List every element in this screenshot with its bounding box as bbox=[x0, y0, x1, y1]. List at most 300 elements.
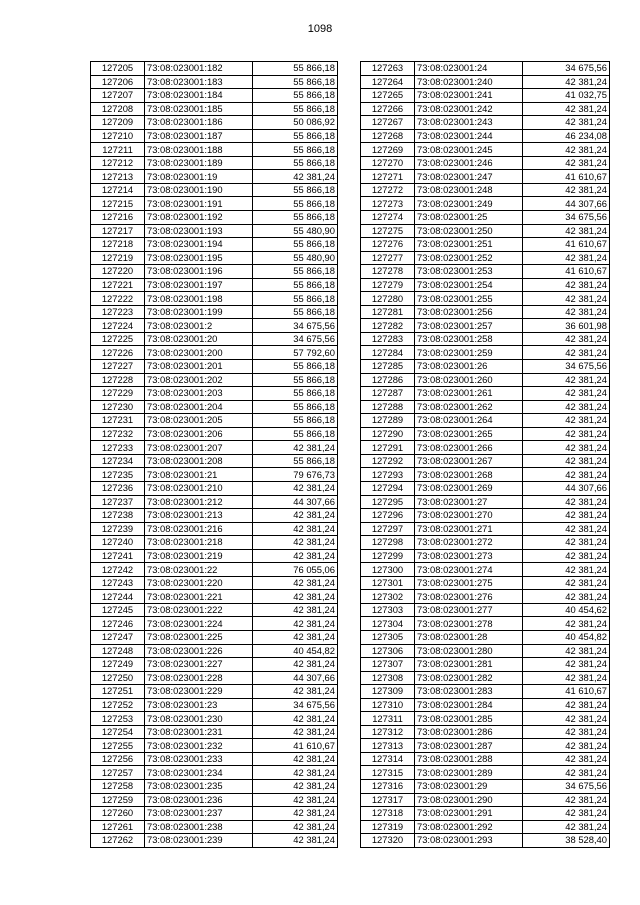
cadastral-value: 42 381,24 bbox=[253, 685, 338, 699]
cadastral-number: 73:08:023001:19 bbox=[145, 170, 253, 184]
row-number: 127270 bbox=[361, 156, 415, 170]
cadastral-value: 42 381,24 bbox=[523, 820, 610, 834]
row-number: 127220 bbox=[91, 265, 145, 279]
cadastral-value: 79 676,73 bbox=[253, 468, 338, 482]
table-row bbox=[91, 712, 338, 726]
table-row bbox=[91, 332, 338, 346]
cadastral-value: 55 866,18 bbox=[253, 292, 338, 306]
cadastral-value: 42 381,24 bbox=[253, 766, 338, 780]
row-number: 127314 bbox=[361, 752, 415, 766]
cadastral-number: 73:08:023001:265 bbox=[415, 427, 523, 441]
cadastral-number: 73:08:023001:292 bbox=[415, 820, 523, 834]
row-number: 127218 bbox=[91, 238, 145, 252]
row-number: 127250 bbox=[91, 671, 145, 685]
cadastral-value: 42 381,24 bbox=[253, 725, 338, 739]
cadastral-number: 73:08:023001:244 bbox=[415, 129, 523, 143]
row-number: 127287 bbox=[361, 387, 415, 401]
cadastral-value: 41 610,67 bbox=[253, 739, 338, 753]
row-number: 127307 bbox=[361, 658, 415, 672]
row-number: 127212 bbox=[91, 156, 145, 170]
cadastral-value: 41 610,67 bbox=[523, 685, 610, 699]
table-row bbox=[91, 766, 338, 780]
cadastral-number: 73:08:023001:278 bbox=[415, 617, 523, 631]
table-row bbox=[91, 292, 338, 306]
row-number: 127245 bbox=[91, 603, 145, 617]
table-row bbox=[361, 427, 610, 441]
cadastral-number: 73:08:023001:261 bbox=[415, 387, 523, 401]
cadastral-value: 42 381,24 bbox=[523, 427, 610, 441]
cadastral-value: 42 381,24 bbox=[523, 251, 610, 265]
row-number: 127283 bbox=[361, 332, 415, 346]
cadastral-number: 73:08:023001:197 bbox=[145, 278, 253, 292]
cadastral-value: 34 675,56 bbox=[523, 62, 610, 76]
table-row bbox=[361, 346, 610, 360]
cadastral-number: 73:08:023001:206 bbox=[145, 427, 253, 441]
cadastral-value: 55 866,18 bbox=[253, 143, 338, 157]
cadastral-value: 42 381,24 bbox=[523, 454, 610, 468]
cadastral-number: 73:08:023001:272 bbox=[415, 536, 523, 550]
cadastral-number: 73:08:023001:286 bbox=[415, 725, 523, 739]
table-row bbox=[91, 752, 338, 766]
cadastral-number: 73:08:023001:205 bbox=[145, 414, 253, 428]
cadastral-value: 44 307,66 bbox=[253, 671, 338, 685]
row-number: 127279 bbox=[361, 278, 415, 292]
cadastral-value: 42 381,24 bbox=[523, 414, 610, 428]
table-row bbox=[361, 278, 610, 292]
table-row bbox=[361, 509, 610, 523]
row-number: 127229 bbox=[91, 387, 145, 401]
table-row bbox=[91, 671, 338, 685]
row-number: 127254 bbox=[91, 725, 145, 739]
cadastral-value: 42 381,24 bbox=[523, 807, 610, 821]
table-row bbox=[361, 468, 610, 482]
cadastral-number: 73:08:023001:22 bbox=[145, 563, 253, 577]
table-row bbox=[91, 536, 338, 550]
table-row bbox=[91, 793, 338, 807]
cadastral-value: 42 381,24 bbox=[523, 441, 610, 455]
table-row bbox=[361, 834, 610, 848]
row-number: 127222 bbox=[91, 292, 145, 306]
cadastral-number: 73:08:023001:233 bbox=[145, 752, 253, 766]
cadastral-number: 73:08:023001:268 bbox=[415, 468, 523, 482]
cadastral-value: 42 381,24 bbox=[523, 766, 610, 780]
cadastral-number: 73:08:023001:281 bbox=[415, 658, 523, 672]
cadastral-number: 73:08:023001:196 bbox=[145, 265, 253, 279]
cadastral-value: 42 381,24 bbox=[523, 102, 610, 116]
cadastral-value: 50 086,92 bbox=[253, 116, 338, 130]
row-number: 127317 bbox=[361, 793, 415, 807]
row-number: 127259 bbox=[91, 793, 145, 807]
row-number: 127233 bbox=[91, 441, 145, 455]
cadastral-number: 73:08:023001:191 bbox=[145, 197, 253, 211]
cadastral-value: 42 381,24 bbox=[523, 658, 610, 672]
cadastral-value: 55 866,18 bbox=[253, 400, 338, 414]
table-row bbox=[91, 509, 338, 523]
table-row bbox=[361, 779, 610, 793]
table-row bbox=[91, 522, 338, 536]
table-row bbox=[361, 373, 610, 387]
table-row bbox=[91, 414, 338, 428]
cadastral-value: 44 307,66 bbox=[523, 197, 610, 211]
cadastral-value: 46 234,08 bbox=[523, 129, 610, 143]
table-row bbox=[91, 563, 338, 577]
cadastral-number: 73:08:023001:238 bbox=[145, 820, 253, 834]
cadastral-number: 73:08:023001:25 bbox=[415, 211, 523, 225]
cadastral-value: 42 381,24 bbox=[253, 752, 338, 766]
row-number: 127312 bbox=[361, 725, 415, 739]
table-row bbox=[91, 820, 338, 834]
row-number: 127227 bbox=[91, 360, 145, 374]
row-number: 127247 bbox=[91, 630, 145, 644]
cadastral-number: 73:08:023001:193 bbox=[145, 224, 253, 238]
row-number: 127289 bbox=[361, 414, 415, 428]
row-number: 127214 bbox=[91, 183, 145, 197]
row-number: 127244 bbox=[91, 590, 145, 604]
table-row bbox=[361, 671, 610, 685]
cadastral-number: 73:08:023001:287 bbox=[415, 739, 523, 753]
table-row bbox=[91, 590, 338, 604]
table-row bbox=[91, 698, 338, 712]
cadastral-number: 73:08:023001:256 bbox=[415, 305, 523, 319]
row-number: 127311 bbox=[361, 712, 415, 726]
row-number: 127293 bbox=[361, 468, 415, 482]
row-number: 127213 bbox=[91, 170, 145, 184]
table-row bbox=[91, 224, 338, 238]
cadastral-number: 73:08:023001:275 bbox=[415, 576, 523, 590]
table-row bbox=[91, 427, 338, 441]
cadastral-number: 73:08:023001:195 bbox=[145, 251, 253, 265]
cadastral-value: 42 381,24 bbox=[253, 509, 338, 523]
table-row bbox=[361, 441, 610, 455]
table-row bbox=[361, 251, 610, 265]
row-number: 127306 bbox=[361, 644, 415, 658]
cadastral-value: 42 381,24 bbox=[253, 820, 338, 834]
page-number: 1098 bbox=[307, 23, 333, 35]
row-number: 127253 bbox=[91, 712, 145, 726]
cadastral-value: 55 480,90 bbox=[253, 251, 338, 265]
row-number: 127264 bbox=[361, 75, 415, 89]
table-row bbox=[91, 387, 338, 401]
cadastral-number: 73:08:023001:249 bbox=[415, 197, 523, 211]
cadastral-number: 73:08:023001:224 bbox=[145, 617, 253, 631]
cadastral-value: 55 866,18 bbox=[253, 62, 338, 76]
table-row bbox=[361, 685, 610, 699]
right-register-body bbox=[361, 62, 610, 848]
row-number: 127230 bbox=[91, 400, 145, 414]
row-number: 127243 bbox=[91, 576, 145, 590]
cadastral-value: 42 381,24 bbox=[523, 373, 610, 387]
row-number: 127242 bbox=[91, 563, 145, 577]
cadastral-value: 44 307,66 bbox=[523, 481, 610, 495]
cadastral-number: 73:08:023001:184 bbox=[145, 89, 253, 103]
cadastral-value: 42 381,24 bbox=[523, 617, 610, 631]
table-row bbox=[91, 346, 338, 360]
cadastral-value: 42 381,24 bbox=[253, 481, 338, 495]
row-number: 127296 bbox=[361, 509, 415, 523]
table-row bbox=[361, 793, 610, 807]
table-row bbox=[361, 89, 610, 103]
row-number: 127216 bbox=[91, 211, 145, 225]
cadastral-value: 42 381,24 bbox=[523, 671, 610, 685]
cadastral-value: 42 381,24 bbox=[523, 495, 610, 509]
table-row bbox=[361, 156, 610, 170]
cadastral-number: 73:08:023001:210 bbox=[145, 481, 253, 495]
cadastral-value: 42 381,24 bbox=[523, 563, 610, 577]
cadastral-number: 73:08:023001:258 bbox=[415, 332, 523, 346]
cadastral-value: 42 381,24 bbox=[523, 400, 610, 414]
table-row bbox=[361, 807, 610, 821]
table-row bbox=[361, 183, 610, 197]
cadastral-number: 73:08:023001:253 bbox=[415, 265, 523, 279]
table-row bbox=[361, 617, 610, 631]
row-number: 127275 bbox=[361, 224, 415, 238]
table-row bbox=[361, 522, 610, 536]
row-number: 127265 bbox=[361, 89, 415, 103]
table-row bbox=[91, 102, 338, 116]
row-number: 127318 bbox=[361, 807, 415, 821]
cadastral-value: 42 381,24 bbox=[523, 644, 610, 658]
row-number: 127262 bbox=[91, 834, 145, 848]
row-number: 127291 bbox=[361, 441, 415, 455]
cadastral-value: 41 610,67 bbox=[523, 238, 610, 252]
cadastral-number: 73:08:023001:183 bbox=[145, 75, 253, 89]
cadastral-number: 73:08:023001:290 bbox=[415, 793, 523, 807]
cadastral-number: 73:08:023001:20 bbox=[145, 332, 253, 346]
cadastral-number: 73:08:023001:254 bbox=[415, 278, 523, 292]
row-number: 127219 bbox=[91, 251, 145, 265]
cadastral-number: 73:08:023001:264 bbox=[415, 414, 523, 428]
cadastral-number: 73:08:023001:204 bbox=[145, 400, 253, 414]
cadastral-number: 73:08:023001:240 bbox=[415, 75, 523, 89]
row-number: 127211 bbox=[91, 143, 145, 157]
cadastral-number: 73:08:023001:271 bbox=[415, 522, 523, 536]
row-number: 127282 bbox=[361, 319, 415, 333]
table-row bbox=[91, 238, 338, 252]
cadastral-number: 73:08:023001:2 bbox=[145, 319, 253, 333]
cadastral-number: 73:08:023001:242 bbox=[415, 102, 523, 116]
cadastral-value: 42 381,24 bbox=[253, 630, 338, 644]
cadastral-number: 73:08:023001:218 bbox=[145, 536, 253, 550]
cadastral-value: 42 381,24 bbox=[523, 346, 610, 360]
row-number: 127226 bbox=[91, 346, 145, 360]
table-row bbox=[91, 549, 338, 563]
cadastral-number: 73:08:023001:262 bbox=[415, 400, 523, 414]
cadastral-value: 40 454,82 bbox=[253, 644, 338, 658]
row-number: 127252 bbox=[91, 698, 145, 712]
row-number: 127258 bbox=[91, 779, 145, 793]
table-row bbox=[361, 603, 610, 617]
row-number: 127263 bbox=[361, 62, 415, 76]
row-number: 127319 bbox=[361, 820, 415, 834]
cadastral-number: 73:08:023001:232 bbox=[145, 739, 253, 753]
cadastral-value: 42 381,24 bbox=[523, 278, 610, 292]
row-number: 127286 bbox=[361, 373, 415, 387]
row-number: 127271 bbox=[361, 170, 415, 184]
cadastral-value: 42 381,24 bbox=[253, 549, 338, 563]
table-row bbox=[361, 102, 610, 116]
cadastral-number: 73:08:023001:247 bbox=[415, 170, 523, 184]
cadastral-number: 73:08:023001:255 bbox=[415, 292, 523, 306]
cadastral-value: 42 381,24 bbox=[523, 509, 610, 523]
cadastral-number: 73:08:023001:198 bbox=[145, 292, 253, 306]
cadastral-value: 42 381,24 bbox=[253, 170, 338, 184]
row-number: 127290 bbox=[361, 427, 415, 441]
cadastral-value: 76 055,06 bbox=[253, 563, 338, 577]
table-row bbox=[361, 62, 610, 76]
table-row bbox=[361, 725, 610, 739]
table-row bbox=[361, 590, 610, 604]
table-row bbox=[91, 62, 338, 76]
table-row bbox=[91, 156, 338, 170]
cadastral-value: 42 381,24 bbox=[253, 793, 338, 807]
cadastral-number: 73:08:023001:207 bbox=[145, 441, 253, 455]
cadastral-number: 73:08:023001:228 bbox=[145, 671, 253, 685]
cadastral-number: 73:08:023001:189 bbox=[145, 156, 253, 170]
cadastral-number: 73:08:023001:229 bbox=[145, 685, 253, 699]
cadastral-value: 55 866,18 bbox=[253, 75, 338, 89]
cadastral-number: 73:08:023001:231 bbox=[145, 725, 253, 739]
row-number: 127269 bbox=[361, 143, 415, 157]
cadastral-number: 73:08:023001:220 bbox=[145, 576, 253, 590]
table-row bbox=[91, 779, 338, 793]
table-row bbox=[361, 658, 610, 672]
row-number: 127297 bbox=[361, 522, 415, 536]
table-row bbox=[91, 834, 338, 848]
cadastral-number: 73:08:023001:234 bbox=[145, 766, 253, 780]
cadastral-number: 73:08:023001:226 bbox=[145, 644, 253, 658]
row-number: 127277 bbox=[361, 251, 415, 265]
row-number: 127231 bbox=[91, 414, 145, 428]
cadastral-number: 73:08:023001:194 bbox=[145, 238, 253, 252]
table-row bbox=[361, 630, 610, 644]
cadastral-value: 42 381,24 bbox=[523, 522, 610, 536]
cadastral-value: 55 866,18 bbox=[253, 102, 338, 116]
row-number: 127251 bbox=[91, 685, 145, 699]
cadastral-number: 73:08:023001:289 bbox=[415, 766, 523, 780]
cadastral-value: 42 381,24 bbox=[253, 576, 338, 590]
table-row bbox=[361, 143, 610, 157]
cadastral-value: 57 792,60 bbox=[253, 346, 338, 360]
row-number: 127288 bbox=[361, 400, 415, 414]
row-number: 127228 bbox=[91, 373, 145, 387]
cadastral-number: 73:08:023001:202 bbox=[145, 373, 253, 387]
cadastral-number: 73:08:023001:251 bbox=[415, 238, 523, 252]
cadastral-value: 42 381,24 bbox=[523, 712, 610, 726]
cadastral-value: 42 381,24 bbox=[253, 441, 338, 455]
table-row bbox=[91, 319, 338, 333]
row-number: 127236 bbox=[91, 481, 145, 495]
cadastral-value: 40 454,82 bbox=[523, 630, 610, 644]
row-number: 127246 bbox=[91, 617, 145, 631]
row-number: 127225 bbox=[91, 332, 145, 346]
row-number: 127221 bbox=[91, 278, 145, 292]
table-row bbox=[361, 211, 610, 225]
table-row bbox=[361, 644, 610, 658]
table-row bbox=[91, 400, 338, 414]
cadastral-value: 42 381,24 bbox=[253, 522, 338, 536]
table-row bbox=[91, 495, 338, 509]
row-number: 127239 bbox=[91, 522, 145, 536]
row-number: 127266 bbox=[361, 102, 415, 116]
row-number: 127301 bbox=[361, 576, 415, 590]
row-number: 127305 bbox=[361, 630, 415, 644]
cadastral-value: 42 381,24 bbox=[523, 590, 610, 604]
cadastral-number: 73:08:023001:237 bbox=[145, 807, 253, 821]
cadastral-value: 55 866,18 bbox=[253, 238, 338, 252]
table-row bbox=[361, 739, 610, 753]
table-row bbox=[361, 454, 610, 468]
cadastral-value: 55 480,90 bbox=[253, 224, 338, 238]
cadastral-number: 73:08:023001:283 bbox=[415, 685, 523, 699]
table-row bbox=[361, 481, 610, 495]
row-number: 127208 bbox=[91, 102, 145, 116]
cadastral-number: 73:08:023001:288 bbox=[415, 752, 523, 766]
table-row bbox=[361, 766, 610, 780]
row-number: 127256 bbox=[91, 752, 145, 766]
table-row bbox=[91, 197, 338, 211]
table-row bbox=[91, 658, 338, 672]
table-row bbox=[361, 305, 610, 319]
cadastral-number: 73:08:023001:267 bbox=[415, 454, 523, 468]
row-number: 127284 bbox=[361, 346, 415, 360]
cadastral-value: 42 381,24 bbox=[253, 590, 338, 604]
row-number: 127272 bbox=[361, 183, 415, 197]
table-row bbox=[91, 685, 338, 699]
cadastral-value: 42 381,24 bbox=[253, 658, 338, 672]
table-row bbox=[361, 400, 610, 414]
cadastral-value: 42 381,24 bbox=[253, 617, 338, 631]
cadastral-number: 73:08:023001:270 bbox=[415, 509, 523, 523]
cadastral-value: 42 381,24 bbox=[523, 224, 610, 238]
row-number: 127249 bbox=[91, 658, 145, 672]
row-number: 127235 bbox=[91, 468, 145, 482]
row-number: 127299 bbox=[361, 549, 415, 563]
cadastral-number: 73:08:023001:219 bbox=[145, 549, 253, 563]
row-number: 127292 bbox=[361, 454, 415, 468]
cadastral-number: 73:08:023001:291 bbox=[415, 807, 523, 821]
row-number: 127223 bbox=[91, 305, 145, 319]
row-number: 127224 bbox=[91, 319, 145, 333]
cadastral-value: 42 381,24 bbox=[523, 387, 610, 401]
cadastral-number: 73:08:023001:208 bbox=[145, 454, 253, 468]
table-row bbox=[91, 143, 338, 157]
cadastral-number: 73:08:023001:277 bbox=[415, 603, 523, 617]
table-row bbox=[91, 576, 338, 590]
cadastral-value: 42 381,24 bbox=[253, 834, 338, 848]
table-row bbox=[91, 644, 338, 658]
cadastral-value: 42 381,24 bbox=[523, 305, 610, 319]
cadastral-value: 42 381,24 bbox=[523, 793, 610, 807]
table-row bbox=[91, 305, 338, 319]
row-number: 127302 bbox=[361, 590, 415, 604]
row-number: 127240 bbox=[91, 536, 145, 550]
cadastral-number: 73:08:023001:199 bbox=[145, 305, 253, 319]
cadastral-value: 34 675,56 bbox=[523, 779, 610, 793]
table-row bbox=[361, 129, 610, 143]
table-row bbox=[361, 319, 610, 333]
cadastral-number: 73:08:023001:246 bbox=[415, 156, 523, 170]
cadastral-number: 73:08:023001:182 bbox=[145, 62, 253, 76]
cadastral-value: 42 381,24 bbox=[253, 712, 338, 726]
cadastral-number: 73:08:023001:250 bbox=[415, 224, 523, 238]
row-number: 127234 bbox=[91, 454, 145, 468]
table-row bbox=[361, 712, 610, 726]
cadastral-value: 42 381,24 bbox=[523, 576, 610, 590]
cadastral-number: 73:08:023001:243 bbox=[415, 116, 523, 130]
cadastral-value: 55 866,18 bbox=[253, 197, 338, 211]
table-row bbox=[91, 807, 338, 821]
cadastral-number: 73:08:023001:259 bbox=[415, 346, 523, 360]
